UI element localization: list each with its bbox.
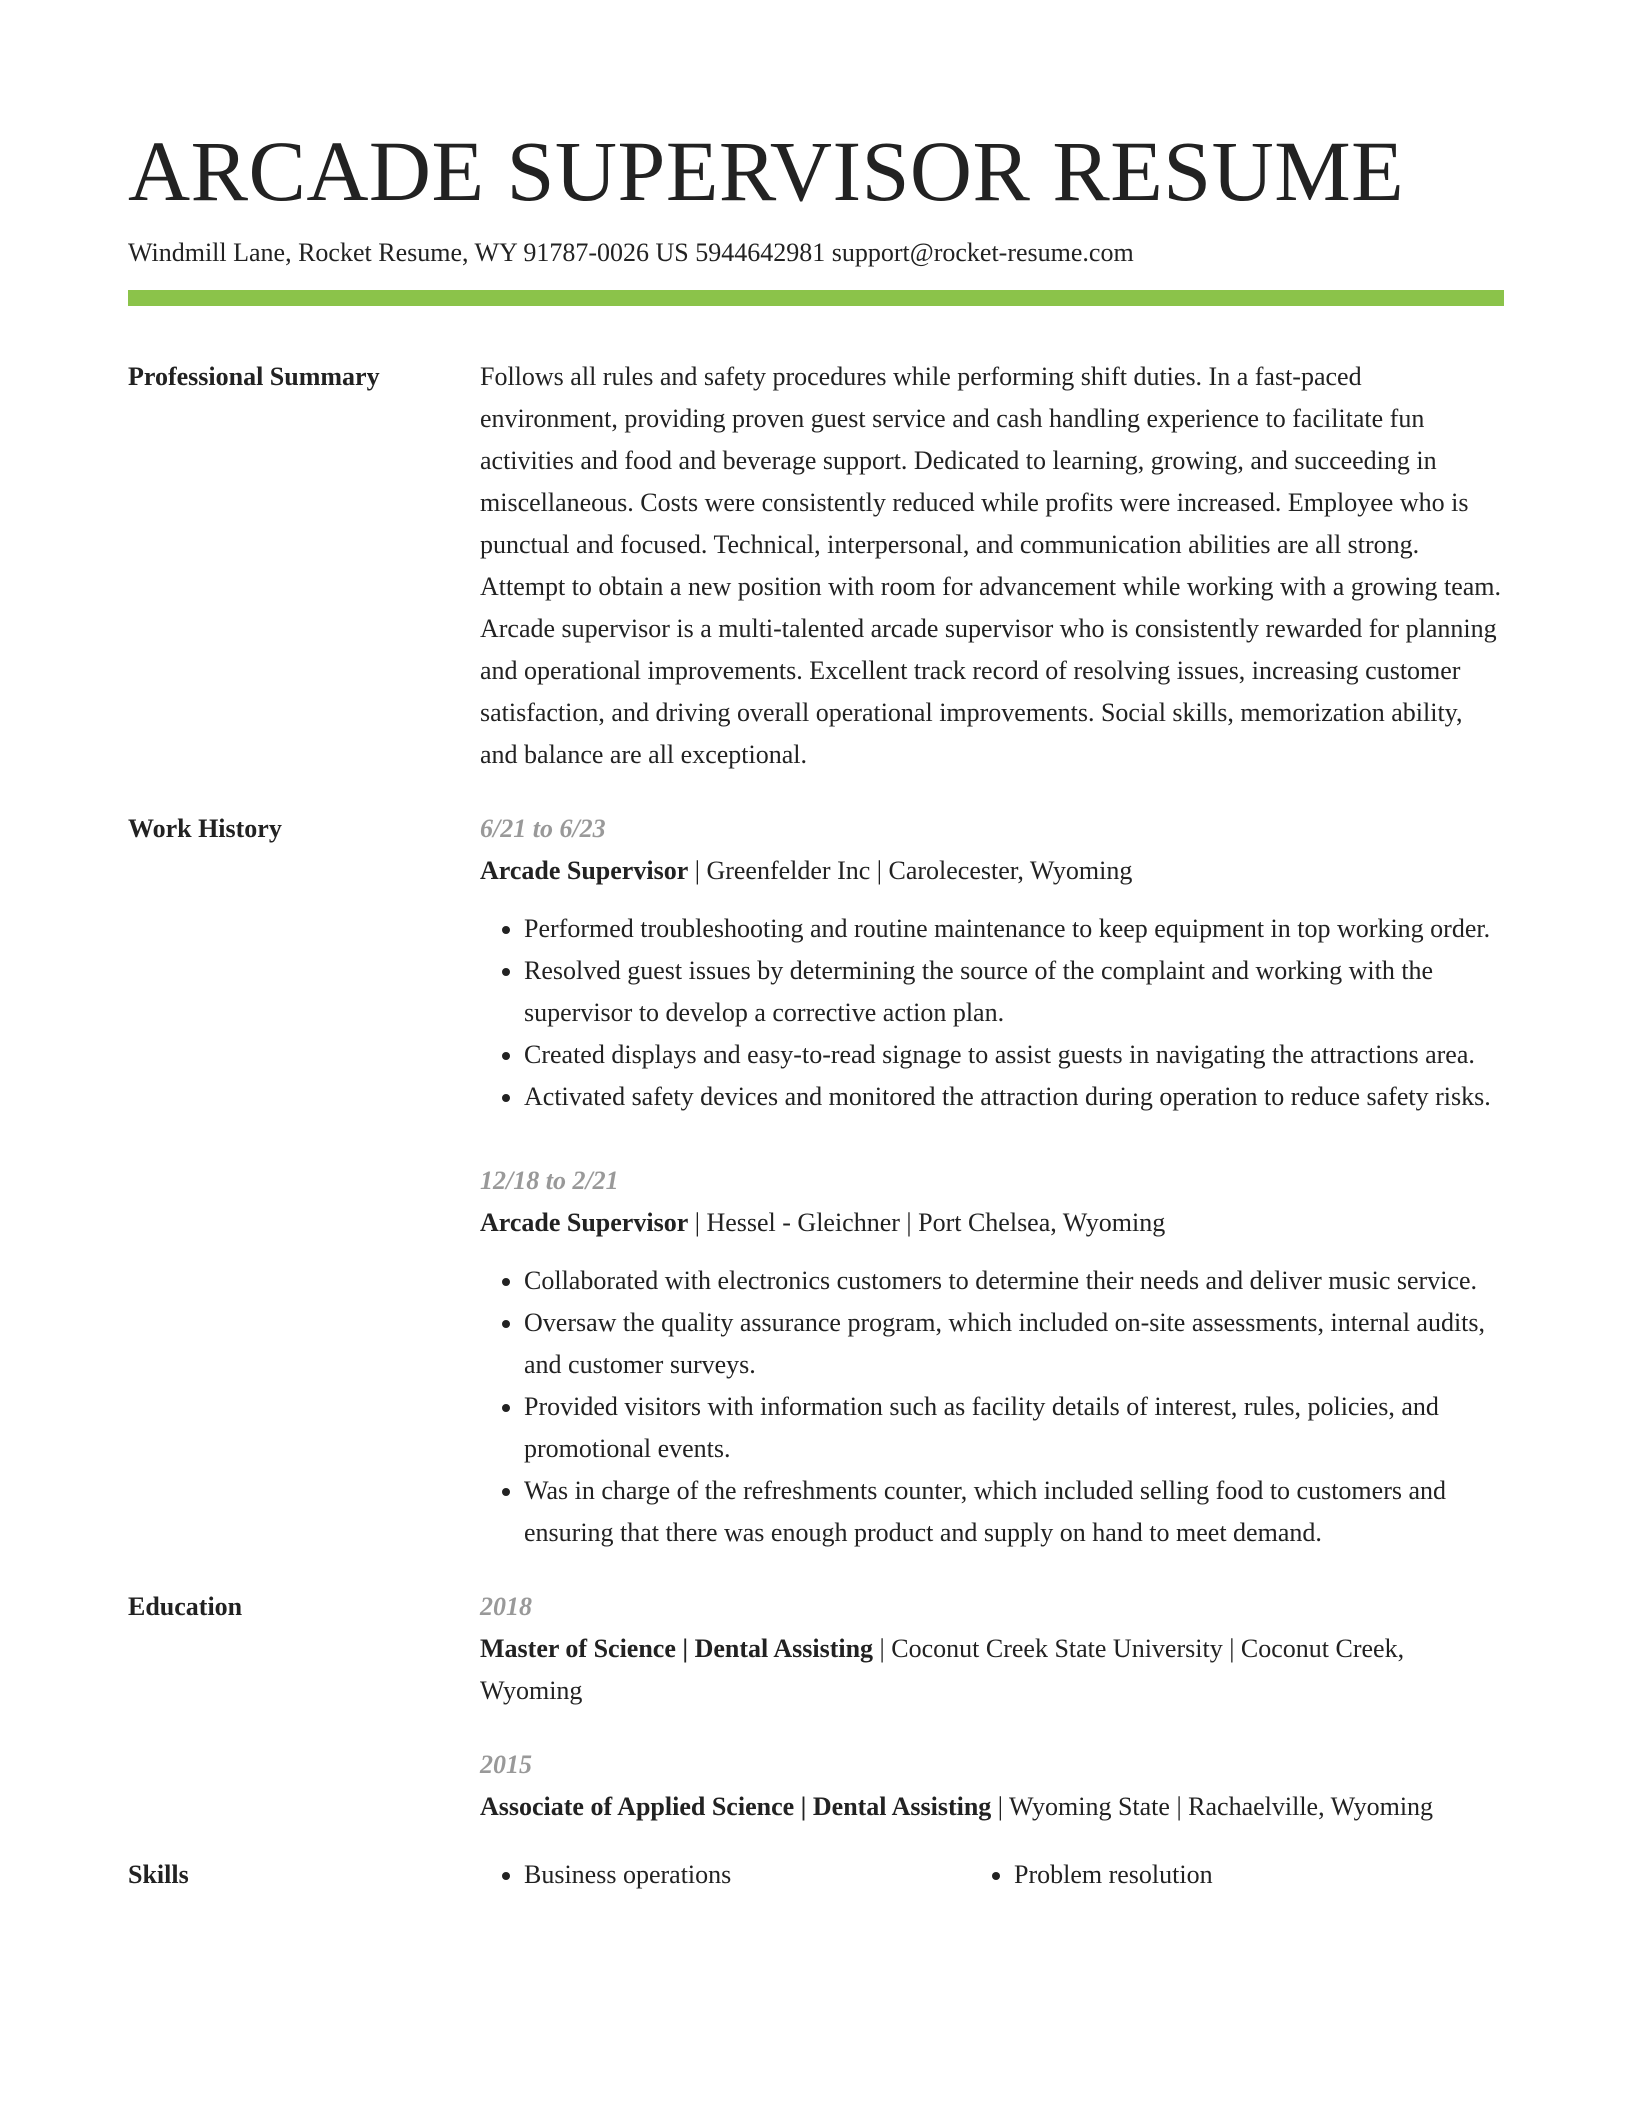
job-bullet: • Activated safety devices and monitored the attraction during operation to reduce safety risks. bbox=[524, 1076, 1504, 1118]
education-degree: Associate of Applied Science | Dental Assisting bbox=[480, 1792, 992, 1821]
job-heading bbox=[480, 850, 1504, 892]
job-details: | Hessel - Gleichner | Port Chelsea, Wyoming bbox=[688, 1208, 1166, 1237]
contact-line: Windmill Lane, Rocket Resume, WY 91787-0026 US 5944642981 support@rocket-resume.com bbox=[128, 238, 1134, 267]
education-entry bbox=[480, 1586, 1504, 1712]
job-title: Arcade Supervisor bbox=[480, 1208, 689, 1237]
work-history-list bbox=[480, 808, 1504, 1554]
education-section bbox=[128, 1586, 1504, 1828]
job-bullets bbox=[480, 908, 1504, 1118]
education-heading bbox=[480, 1786, 1504, 1828]
resume-title: ARCADE SUPERVISOR RESUME bbox=[128, 123, 1405, 219]
job-bullets bbox=[480, 1260, 1504, 1554]
job-details: | Greenfelder Inc | Carolecester, Wyoming bbox=[688, 856, 1133, 885]
education-details: | Coconut Creek State University | Coconut Creek, Wyoming bbox=[480, 1634, 1405, 1705]
job-bullet: • Provided visitors with information such as facility details of interest, rules, policies, and promotional events. bbox=[524, 1386, 1504, 1470]
job-entry bbox=[480, 808, 1504, 1118]
job-heading bbox=[480, 1202, 1504, 1244]
education-year: 2015 bbox=[480, 1750, 532, 1779]
work-history-section bbox=[128, 808, 1504, 1554]
education-label: Education bbox=[128, 1592, 243, 1621]
education-heading bbox=[480, 1628, 1504, 1712]
job-bullet: • Performed troubleshooting and routine maintenance to keep equipment in top working order. bbox=[524, 908, 1504, 950]
job-dates: 12/18 to 2/21 bbox=[480, 1166, 619, 1195]
summary-label: Professional Summary bbox=[128, 362, 380, 391]
summary-section bbox=[128, 356, 1504, 776]
skill-item: Problem resolution bbox=[1014, 1860, 1213, 1889]
job-bullet: • Collaborated with electronics customers to determine their needs and deliver music service. bbox=[524, 1260, 1504, 1302]
skills-section bbox=[128, 1854, 1504, 1896]
job-entry bbox=[480, 1160, 1504, 1554]
header-divider bbox=[128, 290, 1504, 306]
education-year: 2018 bbox=[480, 1592, 532, 1621]
job-bullet: • Resolved guest issues by determining the source of the complaint and working with the supervisor to develop a corrective action plan. bbox=[524, 950, 1504, 1034]
summary-text: Follows all rules and safety procedures while performing shift duties. In a fast-paced environment, providing proven guest service and cash handling experience to facilitate fun activities and food and beverage support. Dedicated to learning, growing, and succeeding in miscellaneous. Costs were consistently reduced while profits were increased. Employee who is punctual and focused. Technical, interpersonal, and communication abilities are all strong. Attempt to obtain a new position with room for advancement while working with a growing team. Arcade supervisor is a multi-talented arcade supervisor who is consistently rewarded for planning and operational improvements. Excellent track record of resolving issues, increasing customer satisfaction, and driving overall operational improvements. Social skills, memorization ability, and balance are all exceptional. bbox=[480, 362, 1502, 769]
skills-grid bbox=[480, 1854, 1504, 1896]
job-title: Arcade Supervisor bbox=[480, 856, 689, 885]
resume-page bbox=[128, 0, 1504, 1896]
skills-label: Skills bbox=[128, 1860, 189, 1889]
job-bullet: • Created displays and easy-to-read signage to assist guests in navigating the attractions area. bbox=[524, 1034, 1504, 1076]
work-history-label: Work History bbox=[128, 814, 282, 843]
education-list bbox=[480, 1586, 1504, 1828]
job-dates: 6/21 to 6/23 bbox=[480, 814, 606, 843]
education-degree: Master of Science | Dental Assisting bbox=[480, 1634, 874, 1663]
skill-item: Business operations bbox=[524, 1860, 732, 1889]
skills-list bbox=[480, 1854, 1504, 1896]
education-details: | Wyoming State | Rachaelville, Wyoming bbox=[991, 1792, 1434, 1821]
job-bullet: • Oversaw the quality assurance program, which included on-site assessments, internal audits, and customer surveys. bbox=[524, 1302, 1504, 1386]
education-entry bbox=[480, 1744, 1504, 1828]
job-bullet: • Was in charge of the refreshments counter, which included selling food to customers and ensuring that there was enough product and supply on hand to meet demand. bbox=[524, 1470, 1504, 1554]
